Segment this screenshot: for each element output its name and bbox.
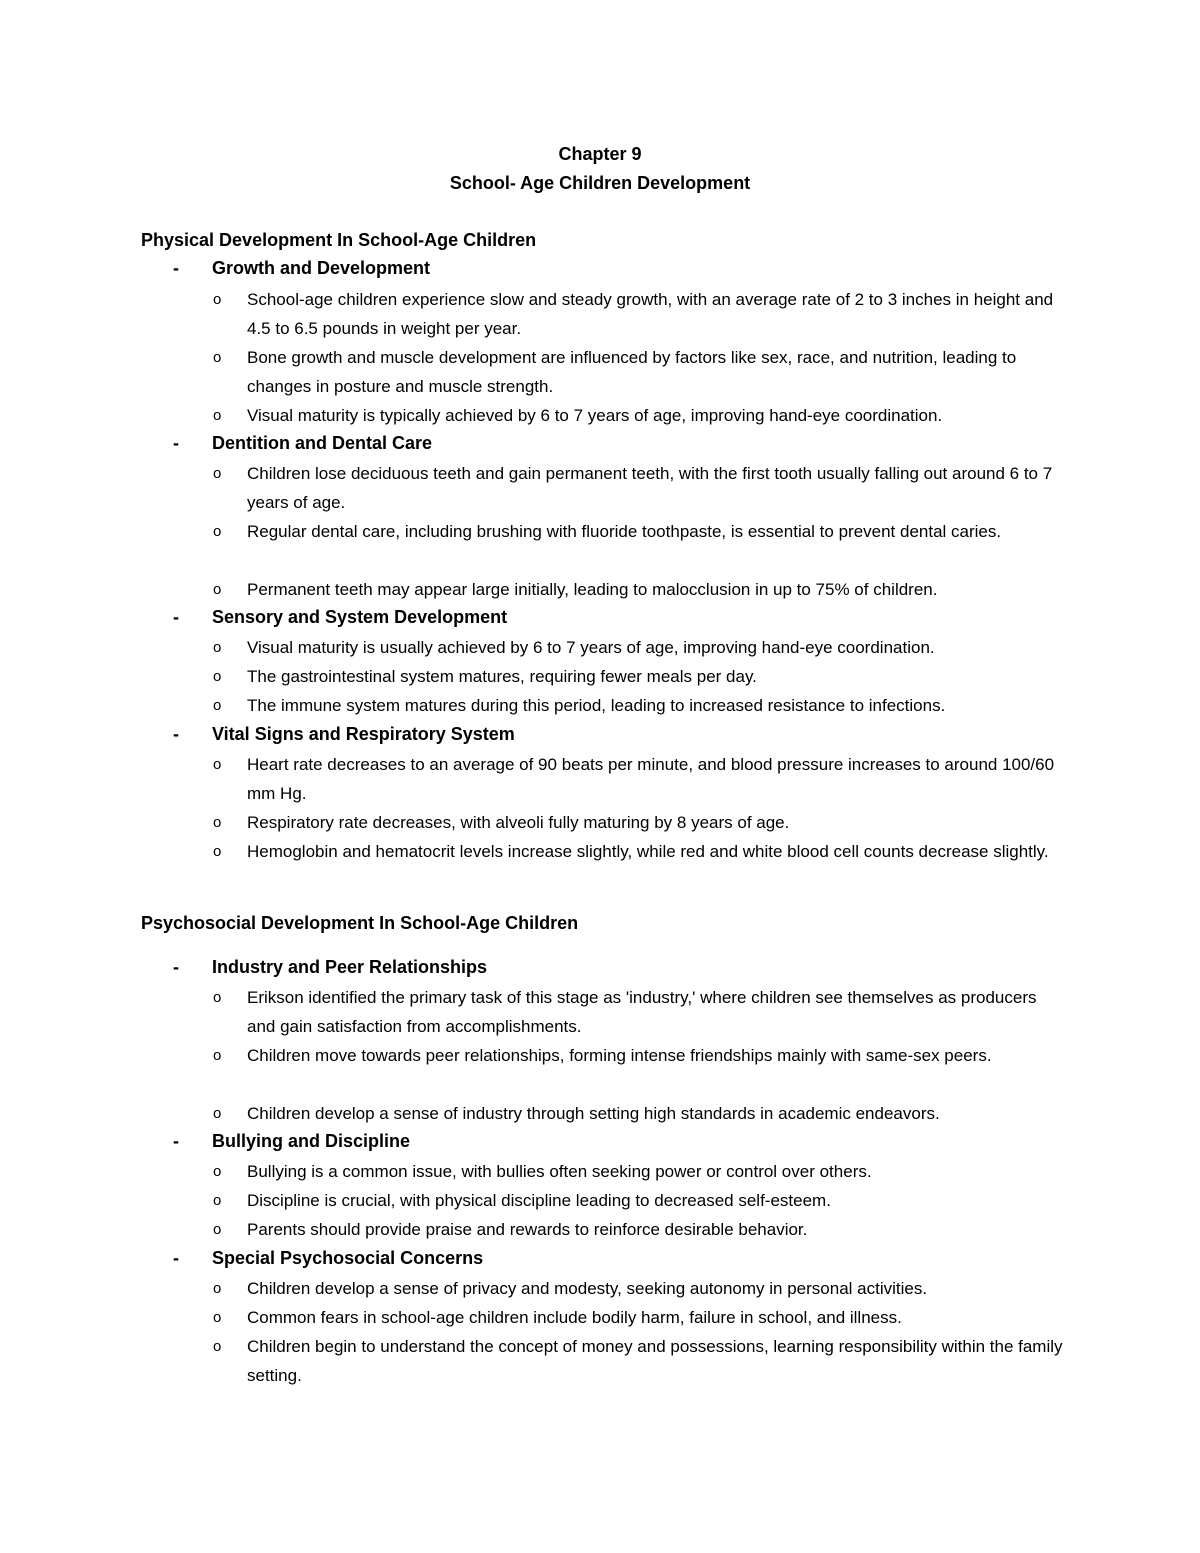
list-item-text: Regular dental care, including brushing with fluoride toothpaste, is essential to prevent dental caries.: [247, 522, 1002, 541]
list-item-text: Hemoglobin and hematocrit levels increase slightly, while red and white blood cell counts decrease slightly.: [247, 842, 1049, 861]
list-item-text: Visual maturity is typically achieved by 6 to 7 years of age, improving hand-eye coordination.: [247, 406, 943, 425]
bullet-marker: o: [213, 465, 222, 482]
subsection-label: Sensory and System Development: [212, 607, 508, 627]
list-item: [213, 1303, 1073, 1332]
list-item-text: Bullying is a common issue, with bullies often seeking power or control over others.: [247, 1162, 872, 1181]
dash-marker: -: [173, 258, 179, 278]
dash-marker: -: [173, 607, 179, 627]
subsection-label: Special Psychosocial Concerns: [212, 1248, 484, 1268]
list-item: [213, 1157, 1073, 1186]
list-item-text: Children move towards peer relationships, forming intense friendships mainly with same-sex peers.: [247, 1046, 992, 1065]
list-item: [213, 1041, 1073, 1070]
bullet-marker: o: [213, 1221, 222, 1238]
bullet-marker: o: [213, 697, 222, 714]
list-item: [213, 459, 1073, 517]
list-item-text: Visual maturity is usually achieved by 6 to 7 years of age, improving hand-eye coordination.: [247, 638, 935, 657]
dash-marker: -: [173, 724, 179, 744]
list-item-text: The gastrointestinal system matures, requiring fewer meals per day.: [247, 667, 757, 686]
bullet-marker: o: [213, 1309, 222, 1326]
bullet-marker: o: [213, 1338, 222, 1355]
subsection-label: Bullying and Discipline: [212, 1131, 411, 1151]
list-item: [213, 1274, 1073, 1303]
bullet-marker: o: [213, 291, 222, 308]
list-item-text: Erikson identified the primary task of this stage as 'industry,' where children see themselves as producers and gain satisfaction from accomplishments.: [247, 988, 1037, 1036]
list-item-text: Permanent teeth may appear large initially, leading to malocclusion in up to 75% of children.: [247, 580, 938, 599]
bullet-marker: o: [213, 668, 222, 685]
list-item: [213, 1215, 1073, 1244]
section-heading: Psychosocial Development In School-Age Children: [141, 913, 579, 933]
list-item-text: Children begin to understand the concept of money and possessions, learning responsibility within the family setting.: [247, 1337, 1063, 1385]
list-item: [213, 1099, 1073, 1128]
chapter-number: Chapter 9: [558, 144, 642, 164]
list-item-text: Common fears in school-age children include bodily harm, failure in school, and illness.: [247, 1308, 902, 1327]
list-item-text: The immune system matures during this period, leading to increased resistance to infections.: [247, 696, 946, 715]
list-item: [213, 750, 1073, 808]
bullet-marker: o: [213, 523, 222, 540]
list-item-text: Heart rate decreases to an average of 90 beats per minute, and blood pressure increases to around 100/60 mm Hg.: [247, 755, 1055, 803]
list-item: [213, 401, 1073, 430]
list-item: [213, 662, 1073, 691]
list-item-text: Children develop a sense of privacy and modesty, seeking autonomy in personal activities.: [247, 1279, 928, 1298]
bullet-marker: o: [213, 1163, 222, 1180]
dash-marker: -: [173, 1248, 179, 1268]
subsection-label: Industry and Peer Relationships: [212, 957, 488, 977]
list-item: [213, 983, 1073, 1041]
list-item: [213, 837, 1073, 866]
bullet-marker: o: [213, 843, 222, 860]
subsection-label: Growth and Development: [212, 258, 431, 278]
list-item-text: Children develop a sense of industry through setting high standards in academic endeavors.: [247, 1104, 940, 1123]
list-item: [213, 517, 1073, 546]
bullet-marker: o: [213, 814, 222, 831]
list-item: [213, 285, 1073, 343]
list-item: [213, 575, 1073, 604]
bullet-marker: o: [213, 1047, 222, 1064]
list-item-text: Parents should provide praise and rewards to reinforce desirable behavior.: [247, 1220, 808, 1239]
bullet-marker: o: [213, 1105, 222, 1122]
subsection-label: Vital Signs and Respiratory System: [212, 724, 515, 744]
list-item-text: Bone growth and muscle development are influenced by factors like sex, race, and nutrition, leading to changes in posture and muscle strength.: [247, 348, 1017, 396]
bullet-marker: o: [213, 581, 222, 598]
section-heading: Physical Development In School-Age Children: [141, 230, 537, 250]
list-item: [213, 1186, 1073, 1215]
bullet-marker: o: [213, 756, 222, 773]
dash-marker: -: [173, 433, 179, 453]
bullet-marker: o: [213, 1192, 222, 1209]
bullet-marker: o: [213, 407, 222, 424]
list-item: [213, 633, 1073, 662]
bullet-marker: o: [213, 1280, 222, 1297]
dash-marker: -: [173, 1131, 179, 1151]
list-item-text: School-age children experience slow and steady growth, with an average rate of 2 to 3 inches in height and 4.5 to 6.5 pounds in weight per year.: [247, 290, 1054, 338]
bullet-marker: o: [213, 639, 222, 656]
bullet-marker: o: [213, 989, 222, 1006]
list-item-text: Respiratory rate decreases, with alveoli fully maturing by 8 years of age.: [247, 813, 790, 832]
dash-marker: -: [173, 957, 179, 977]
list-item-text: Children lose deciduous teeth and gain permanent teeth, with the first tooth usually falling out around 6 to 7 years of age.: [247, 464, 1053, 512]
chapter-title: School- Age Children Development: [449, 173, 751, 193]
list-item: [213, 808, 1073, 837]
list-item: [213, 343, 1073, 401]
bullet-marker: o: [213, 349, 222, 366]
subsection-label: Dentition and Dental Care: [212, 433, 433, 453]
list-item: [213, 691, 1073, 720]
list-item-text: Discipline is crucial, with physical discipline leading to decreased self-esteem.: [247, 1191, 831, 1210]
list-item: [213, 1332, 1073, 1390]
